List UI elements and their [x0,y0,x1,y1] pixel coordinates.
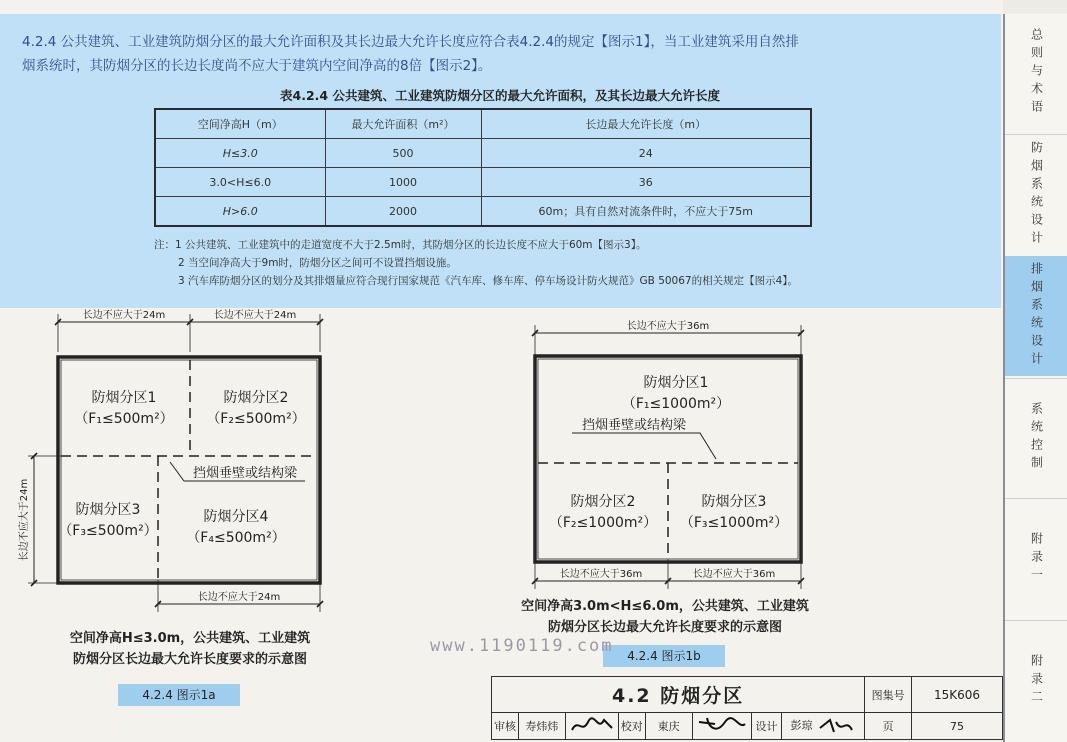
sidebar-tab-active[interactable] [1005,256,1067,376]
zone-label: 防烟分区4 [203,509,269,525]
dimension-label: 长边不应大于36m [559,569,643,580]
barrier-label: 挡烟垂壁或结构梁 [192,466,298,481]
dimension-label: 长边不应大于36m [626,321,710,332]
review-label: 审核 [492,713,519,740]
dimension-label: 长边不应大于24m [82,310,166,321]
sidebar-tab[interactable] [1005,378,1067,497]
zone-area: （F₄≤500m²） [186,530,286,546]
title-block [491,676,1003,740]
zone-label: 防烟分区1 [643,375,709,391]
caption-line: 防烟分区长边最大允许长度要求的示意图 [72,652,307,667]
watermark: www.1190119.com [430,636,614,656]
dimension-label: 长边不应大于36m [692,569,776,580]
figure-1b-tag: 4.2.4 图示1b [603,645,725,667]
table-caption: 表4.2.4 公共建筑、工业建筑防烟分区的最大允许面积，及其长边最大允许长度 [280,88,720,103]
sidebar-tab-label: 系统控制 [1029,402,1044,474]
table-cell: 36 [481,168,811,197]
zone-label: 防烟分区3 [701,494,767,510]
zone-area: （F₂≤500m²） [206,411,306,427]
design-label: 设计 [751,713,782,740]
atlas-number: 15K606 [912,677,1003,713]
check-name: 東庆 [645,713,692,740]
section-title: 4.2 防烟分区 [492,677,865,713]
figure-1a-tag: 4.2.4 图示1a [118,684,240,706]
page-label: 页 [865,713,912,740]
figure-1a-caption [40,628,340,670]
zone-area: （F₃≤1000m²） [679,515,789,531]
table-cell: 3.0<H≤6.0 [155,168,325,197]
dimension-label: 长边不应大于24m [213,310,297,321]
table-header: 长边最大允许长度（m） [481,109,811,139]
table-cell: 500 [325,139,481,168]
zone-label: 防烟分区2 [570,494,636,510]
table-header: 最大允许面积（m²） [325,109,481,139]
design-name: 彭琼 [790,719,813,732]
check-signature [692,713,751,740]
review-signature [565,713,618,740]
sidebar-tab[interactable] [1005,14,1067,132]
page-number: 75 [912,713,1003,740]
caption-line: 防烟分区长边最大允许长度要求的示意图 [547,620,782,635]
sidebar-tab-label: 总则与术语 [1029,28,1044,118]
chapter-sidebar [1003,14,1067,742]
table-header: 空间净高H（m） [155,109,325,139]
zone-label: 防烟分区2 [223,390,289,406]
note-item: 2 当空间净高大于9m时，防烟分区之间可不设置挡烟设施。 [178,257,457,269]
table-cell: H>6.0 [155,197,325,227]
check-label: 校对 [618,713,645,740]
clause-line-2: 烟系统时，其防烟分区的长边长度尚不应大于建筑内空间净高的8倍【图示2】。 [22,58,492,74]
note-item: 3 汽车库防烟分区的划分及其排烟量应符合现行国家规范《汽车库、修车库、停车场设计防火规范》GB 50067的相关规定【图示4】。 [178,275,799,287]
design-signature [816,716,856,736]
barrier-label: 挡烟垂壁或结构梁 [581,418,687,433]
sidebar-tab-label: 附录一 [1029,532,1044,586]
caption-line: 空间净高3.0m<H≤6.0m，公共建筑、工业建筑 [521,599,809,614]
figure-1b [532,325,804,589]
sidebar-tab-label: 附录二 [1029,654,1044,708]
figure-1b-caption [490,596,840,638]
sidebar-tab-label: 排烟系统设计 [1029,262,1044,370]
note-item: 注：1 公共建筑、工业建筑中的走道宽度不大于2.5m时，其防烟分区的长边长度不应大于60m【图示3】。 [154,239,647,251]
table-cell: 1000 [325,168,481,197]
clause-line-1: 4.2.4 公共建筑、工业建筑防烟分区的最大允许面积及其长边最大允许长度应符合表4.2.4的规定【图示1】，当工业建筑采用自然排 [22,34,799,50]
zone-area: （F₂≤1000m²） [548,515,658,531]
table-cell: 24 [481,139,811,168]
sidebar-tab[interactable] [1005,134,1067,255]
sidebar-tab[interactable] [1005,498,1067,619]
table-cell: 2000 [325,197,481,227]
review-name: 寿炜炜 [518,713,565,740]
dimension-label: 长边不应大于24m [19,478,30,562]
sidebar-tab[interactable] [1005,620,1067,741]
table-cell: H≤3.0 [155,139,325,168]
zone-area: （F₃≤500m²） [58,523,158,539]
figure-1a [28,314,323,612]
design-cell [782,713,865,740]
zone-area: （F₁≤500m²） [74,411,174,427]
sidebar-tab-label: 防烟系统设计 [1029,141,1044,249]
dimension-label: 长边不应大于24m [197,592,281,603]
caption-line: 空间净高H≤3.0m，公共建筑、工业建筑 [69,631,311,646]
table-cell: 60m；具有自然对流条件时，不应大于75m [481,197,811,227]
zone-label: 防烟分区3 [75,502,141,518]
zone-area: （F₁≤1000m²） [621,396,731,412]
atlas-label: 图集号 [865,677,912,713]
zone-label: 防烟分区1 [91,390,157,406]
leader-line [572,433,716,459]
